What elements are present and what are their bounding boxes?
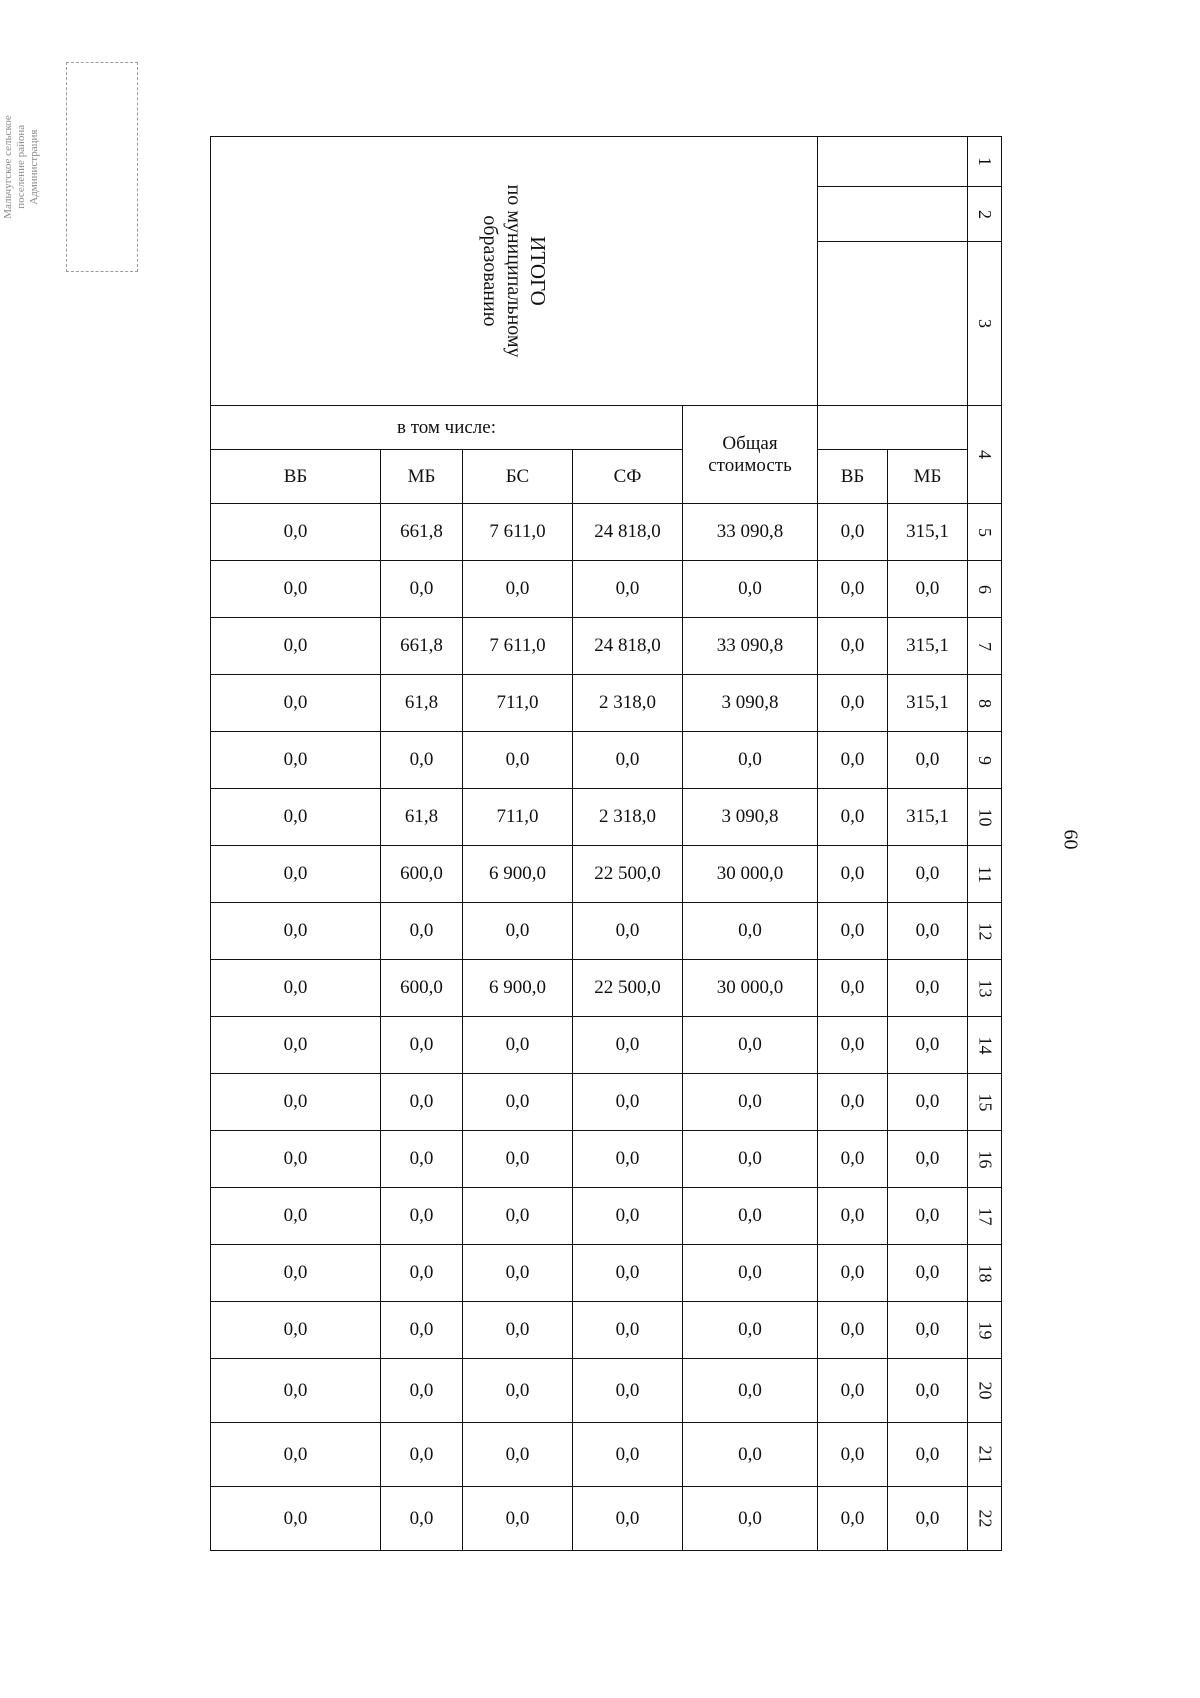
cell-mb: 0,0 [381, 1131, 463, 1188]
cell-total: 33 090,8 [683, 504, 818, 561]
cell-vb: 0,0 [211, 504, 381, 561]
cell-bs: 0,0 [463, 1131, 573, 1188]
row-number: 10 [968, 789, 1002, 846]
cell-sf: 22 500,0 [573, 846, 683, 903]
cell-bs: 0,0 [463, 1359, 573, 1423]
cell-mb: 0,0 [381, 1188, 463, 1245]
cell-vb2: 0,0 [818, 732, 888, 789]
cell-mb2: 315,1 [888, 504, 968, 561]
cell-total: 0,0 [683, 1423, 818, 1487]
cell-vb: 0,0 [211, 1017, 381, 1074]
blank-header-cell-2 [818, 187, 968, 242]
cell-vb: 0,0 [211, 1487, 381, 1551]
row-number: 15 [968, 1074, 1002, 1131]
cell-mb2: 0,0 [888, 1487, 968, 1551]
cell-sf: 0,0 [573, 1302, 683, 1359]
cell-vb2: 0,0 [818, 561, 888, 618]
cell-mb2: 0,0 [888, 1131, 968, 1188]
cell-sf: 22 500,0 [573, 960, 683, 1017]
cell-mb2: 315,1 [888, 789, 968, 846]
cell-mb2: 0,0 [888, 1188, 968, 1245]
blank-header-cell-3 [818, 242, 968, 406]
cell-mb: 0,0 [381, 1074, 463, 1131]
row-number: 17 [968, 1188, 1002, 1245]
budget-table [210, 136, 1002, 1551]
cell-vb2: 0,0 [818, 504, 888, 561]
cell-mb: 0,0 [381, 1245, 463, 1302]
cell-sf: 0,0 [573, 1017, 683, 1074]
cell-vb2: 0,0 [818, 960, 888, 1017]
cell-bs: 0,0 [463, 1188, 573, 1245]
cell-vb: 0,0 [211, 1245, 381, 1302]
cell-total: 30 000,0 [683, 846, 818, 903]
cell-vb2: 0,0 [818, 903, 888, 960]
cell-bs: 0,0 [463, 1017, 573, 1074]
cell-total: 0,0 [683, 1131, 818, 1188]
row-number: 19 [968, 1302, 1002, 1359]
cell-vb: 0,0 [211, 846, 381, 903]
registration-stamp [2, 62, 138, 272]
cell-vb2: 0,0 [818, 1074, 888, 1131]
table-title [478, 184, 550, 357]
cell-sf: 0,0 [573, 1131, 683, 1188]
row-number: 9 [968, 732, 1002, 789]
cell-bs: 7 611,0 [463, 618, 573, 675]
cell-total: 0,0 [683, 732, 818, 789]
cell-mb2: 315,1 [888, 618, 968, 675]
cell-bs: 6 900,0 [463, 960, 573, 1017]
cell-mb: 600,0 [381, 960, 463, 1017]
row-number: 18 [968, 1245, 1002, 1302]
cell-sf: 0,0 [573, 903, 683, 960]
cell-mb2: 0,0 [888, 1359, 968, 1423]
cell-mb2: 0,0 [888, 561, 968, 618]
table-row [211, 675, 1002, 732]
cell-sf: 0,0 [573, 1188, 683, 1245]
total-cost-line-1: Общая [722, 432, 778, 454]
row-number: 7 [968, 618, 1002, 675]
cell-vb2: 0,0 [818, 1245, 888, 1302]
cell-bs: 7 611,0 [463, 504, 573, 561]
cell-vb: 0,0 [211, 1359, 381, 1423]
cell-sf: 0,0 [573, 1245, 683, 1302]
cell-vb: 0,0 [211, 618, 381, 675]
cell-bs: 711,0 [463, 789, 573, 846]
cell-vb: 0,0 [211, 903, 381, 960]
cell-vb2: 0,0 [818, 846, 888, 903]
cell-mb2: 0,0 [888, 1245, 968, 1302]
cell-mb2: 0,0 [888, 960, 968, 1017]
cell-mb2: 0,0 [888, 903, 968, 960]
cell-mb: 0,0 [381, 1017, 463, 1074]
row-number: 12 [968, 903, 1002, 960]
header-row-title [211, 137, 1002, 187]
cell-vb2: 0,0 [818, 618, 888, 675]
cell-sf: 0,0 [573, 1074, 683, 1131]
cell-bs: 0,0 [463, 732, 573, 789]
cell-vb: 0,0 [211, 1074, 381, 1131]
table-row [211, 1188, 1002, 1245]
cell-sf: 24 818,0 [573, 504, 683, 561]
cell-vb: 0,0 [211, 1188, 381, 1245]
cell-vb: 0,0 [211, 789, 381, 846]
total-cost-header [683, 406, 818, 504]
cell-sf: 0,0 [573, 1359, 683, 1423]
table-row [211, 1131, 1002, 1188]
table-row [211, 1074, 1002, 1131]
row-number: 6 [968, 561, 1002, 618]
cell-mb: 0,0 [381, 903, 463, 960]
cell-total: 0,0 [683, 1487, 818, 1551]
cell-vb2: 0,0 [818, 1423, 888, 1487]
bs-header: БС [463, 450, 573, 504]
cell-bs: 0,0 [463, 1302, 573, 1359]
table-row [211, 1302, 1002, 1359]
cell-vb2: 0,0 [818, 1302, 888, 1359]
cell-sf: 2 318,0 [573, 789, 683, 846]
cell-mb2: 315,1 [888, 675, 968, 732]
cell-total: 0,0 [683, 1188, 818, 1245]
cell-bs: 0,0 [463, 1245, 573, 1302]
cell-total: 0,0 [683, 1017, 818, 1074]
cell-mb2: 0,0 [888, 1302, 968, 1359]
cell-vb: 0,0 [211, 732, 381, 789]
cell-mb: 0,0 [381, 732, 463, 789]
cell-bs: 0,0 [463, 1487, 573, 1551]
row-number: 22 [968, 1487, 1002, 1551]
cell-vb: 0,0 [211, 1131, 381, 1188]
mb-header: МБ [381, 450, 463, 504]
column-number-2: 2 [968, 187, 1002, 242]
cell-mb: 661,8 [381, 504, 463, 561]
mb2-header: МБ [888, 450, 968, 504]
including-header: в том числе: [211, 406, 683, 450]
table-row [211, 1487, 1002, 1551]
header-row-4 [211, 406, 1002, 450]
total-cost-line-2: стоимость [708, 454, 792, 476]
cell-total: 0,0 [683, 561, 818, 618]
cell-mb: 0,0 [381, 1487, 463, 1551]
cell-total: 0,0 [683, 903, 818, 960]
cell-sf: 0,0 [573, 1423, 683, 1487]
cell-total: 30 000,0 [683, 960, 818, 1017]
row-number: 20 [968, 1359, 1002, 1423]
cell-mb2: 0,0 [888, 1074, 968, 1131]
table-row [211, 618, 1002, 675]
column-number-3: 3 [968, 242, 1002, 406]
row-number: 5 [968, 504, 1002, 561]
table-row [211, 1423, 1002, 1487]
cell-total: 3 090,8 [683, 675, 818, 732]
table-row [211, 789, 1002, 846]
cell-vb2: 0,0 [818, 1188, 888, 1245]
page-number: 60 [1059, 829, 1082, 850]
row-number: 14 [968, 1017, 1002, 1074]
cell-mb2: 0,0 [888, 732, 968, 789]
cell-vb: 0,0 [211, 1423, 381, 1487]
row-number: 11 [968, 846, 1002, 903]
cell-vb2: 0,0 [818, 675, 888, 732]
cell-mb: 661,8 [381, 618, 463, 675]
table-row [211, 1245, 1002, 1302]
row-number: 8 [968, 675, 1002, 732]
cell-mb2: 0,0 [888, 1423, 968, 1487]
cell-sf: 0,0 [573, 1487, 683, 1551]
cell-bs: 711,0 [463, 675, 573, 732]
row-number: 13 [968, 960, 1002, 1017]
cell-vb2: 0,0 [818, 789, 888, 846]
cell-mb: 61,8 [381, 675, 463, 732]
vb2-header: ВБ [818, 450, 888, 504]
blank-header-cell-1 [818, 137, 968, 187]
cell-vb2: 0,0 [818, 1487, 888, 1551]
cell-mb: 600,0 [381, 846, 463, 903]
table-row [211, 846, 1002, 903]
stamp-text: Мальчугское сельское поселение района Администрация [2, 115, 40, 219]
header-row-5 [211, 450, 1002, 504]
column-number-4: 4 [968, 406, 1002, 504]
table-row [211, 903, 1002, 960]
row-number: 16 [968, 1131, 1002, 1188]
table-row [211, 1359, 1002, 1423]
title-line-1: ИТОГО [526, 236, 550, 306]
title-line-3: образованию [479, 215, 501, 327]
cell-bs: 0,0 [463, 1074, 573, 1131]
cell-mb: 0,0 [381, 561, 463, 618]
cell-bs: 0,0 [463, 903, 573, 960]
cell-mb: 0,0 [381, 1423, 463, 1487]
cell-sf: 0,0 [573, 732, 683, 789]
cell-vb2: 0,0 [818, 1359, 888, 1423]
sf-header: СФ [573, 450, 683, 504]
table-row [211, 732, 1002, 789]
cell-mb2: 0,0 [888, 1017, 968, 1074]
blank-header-cell-4 [818, 406, 968, 450]
cell-bs: 0,0 [463, 1423, 573, 1487]
cell-vb2: 0,0 [818, 1131, 888, 1188]
cell-mb: 0,0 [381, 1302, 463, 1359]
cell-mb: 61,8 [381, 789, 463, 846]
cell-vb2: 0,0 [818, 1017, 888, 1074]
row-number: 21 [968, 1423, 1002, 1487]
title-cell [211, 137, 818, 406]
column-number-1: 1 [968, 137, 1002, 187]
cell-vb: 0,0 [211, 960, 381, 1017]
cell-mb: 0,0 [381, 1359, 463, 1423]
cell-total: 0,0 [683, 1074, 818, 1131]
table-row [211, 504, 1002, 561]
table-row [211, 561, 1002, 618]
cell-total: 3 090,8 [683, 789, 818, 846]
cell-bs: 0,0 [463, 561, 573, 618]
cell-sf: 0,0 [573, 561, 683, 618]
cell-total: 33 090,8 [683, 618, 818, 675]
cell-total: 0,0 [683, 1302, 818, 1359]
cell-bs: 6 900,0 [463, 846, 573, 903]
cell-total: 0,0 [683, 1359, 818, 1423]
cell-vb: 0,0 [211, 1302, 381, 1359]
title-line-2: по муниципальному [503, 184, 525, 358]
table-row [211, 960, 1002, 1017]
vb-header: ВБ [211, 450, 381, 504]
cell-vb: 0,0 [211, 675, 381, 732]
cell-sf: 2 318,0 [573, 675, 683, 732]
table-row [211, 1017, 1002, 1074]
cell-sf: 24 818,0 [573, 618, 683, 675]
cell-vb: 0,0 [211, 561, 381, 618]
cell-mb2: 0,0 [888, 846, 968, 903]
cell-total: 0,0 [683, 1245, 818, 1302]
